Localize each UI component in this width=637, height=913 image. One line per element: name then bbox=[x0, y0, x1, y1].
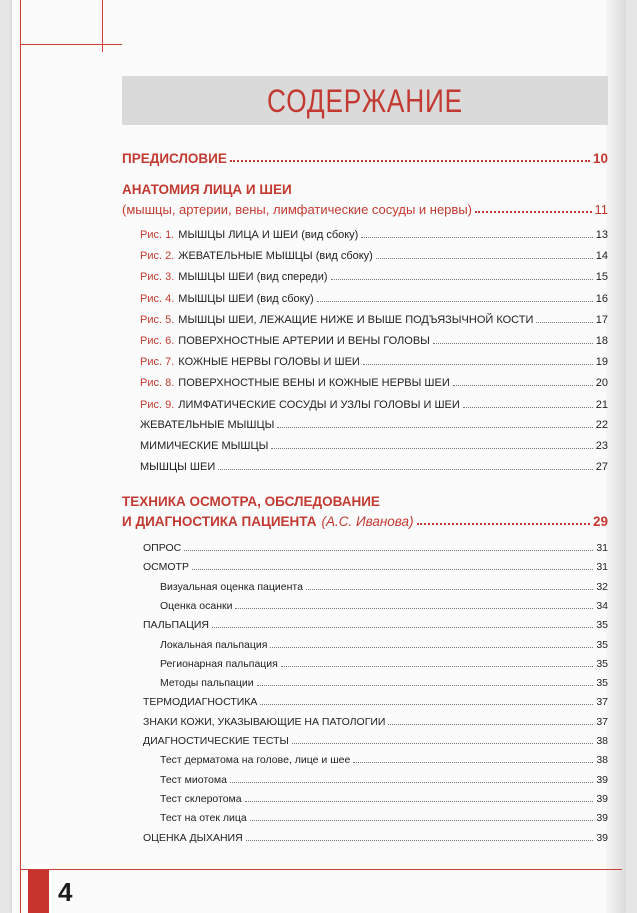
toc-label: Тест склеротома bbox=[160, 792, 242, 805]
toc-label: МЫШЦЫ ШЕИ (вид сбоку) bbox=[178, 292, 314, 305]
toc-page: 14 bbox=[595, 250, 608, 263]
toc-label: ЛИМФАТИЧЕСКИЕ СОСУДЫ И УЗЛЫ ГОЛОВЫ И ШЕИ bbox=[178, 398, 460, 411]
toc-subentry[interactable] bbox=[160, 812, 608, 824]
toc-section-technique[interactable] bbox=[122, 494, 608, 509]
toc-label: Тест дерматома на голове, лице и шее bbox=[160, 754, 351, 767]
toc-label: ЗНАКИ КОЖИ, УКАЗЫВАЮЩИЕ НА ПАТОЛОГИИ bbox=[143, 715, 386, 728]
toc-page: 17 bbox=[595, 313, 608, 326]
toc-entry[interactable] bbox=[143, 735, 608, 747]
toc-label: ПОВЕРХНОСТНЫЕ АРТЕРИИ И ВЕНЫ ГОЛОВЫ bbox=[178, 335, 430, 347]
toc-leader bbox=[192, 569, 593, 570]
page-number: 4 bbox=[58, 877, 73, 907]
toc-label: КОЖНЫЕ НЕРВЫ ГОЛОВЫ И ШЕИ bbox=[178, 356, 360, 369]
toc-label: ТЕХНИКА ОСМОТРА, ОБСЛЕДОВАНИЕ bbox=[122, 494, 380, 509]
toc-entry[interactable] bbox=[140, 461, 608, 473]
toc-page: 22 bbox=[595, 419, 608, 431]
toc-label: ПОВЕРХНОСТНЫЕ ВЕНЫ И КОЖНЫЕ НЕРВЫ ШЕИ bbox=[178, 377, 450, 390]
toc-entry[interactable] bbox=[143, 832, 608, 844]
frame-top-line bbox=[20, 44, 122, 45]
toc-page: 35 bbox=[596, 677, 608, 690]
toc-leader bbox=[363, 364, 593, 365]
toc-leader bbox=[417, 523, 590, 525]
figure-prefix: Рис. 9. bbox=[140, 398, 175, 411]
figure-prefix: Рис. 8. bbox=[140, 377, 175, 390]
toc-page: 38 bbox=[596, 754, 608, 767]
toc-leader bbox=[277, 427, 592, 428]
figure-prefix: Рис. 3. bbox=[140, 271, 175, 284]
toc-leader bbox=[218, 469, 593, 470]
toc-leader bbox=[184, 550, 593, 551]
toc-page: 37 bbox=[596, 696, 608, 709]
toc-label: МИМИЧЕСКИЕ МЫШЦЫ bbox=[140, 440, 269, 452]
toc-entry[interactable] bbox=[143, 619, 608, 631]
toc-page: 20 bbox=[595, 377, 608, 390]
toc-label: Регионарная пальпация bbox=[160, 657, 278, 670]
toc-figure-entry[interactable] bbox=[140, 271, 608, 283]
toc-leader bbox=[212, 627, 593, 628]
page-edge-shadow bbox=[606, 0, 624, 913]
frame-vertical-line bbox=[20, 0, 21, 913]
toc-leader bbox=[230, 160, 590, 162]
toc-label: АНАТОМИЯ ЛИЦА И ШЕИ bbox=[122, 182, 292, 197]
toc-page: 32 bbox=[596, 580, 608, 593]
figure-prefix: Рис. 7. bbox=[140, 356, 175, 369]
toc-leader bbox=[353, 762, 593, 763]
toc-page: 39 bbox=[596, 773, 608, 786]
toc-page: 34 bbox=[596, 599, 608, 612]
toc-page: 13 bbox=[595, 229, 608, 241]
toc-entry[interactable] bbox=[143, 696, 608, 708]
toc-figure-entry[interactable] bbox=[140, 377, 608, 389]
toc-section-technique-sub[interactable] bbox=[122, 514, 608, 529]
toc-label: МЫШЦЫ ЛИЦА И ШЕИ (вид сбоку) bbox=[178, 229, 359, 241]
toc-entry[interactable] bbox=[143, 561, 608, 573]
toc-entry[interactable] bbox=[140, 440, 608, 452]
toc-section-preface[interactable] bbox=[122, 151, 608, 166]
toc-page: 31 bbox=[596, 542, 608, 554]
toc-page: 21 bbox=[595, 398, 608, 411]
toc-leader bbox=[453, 385, 593, 386]
toc-page: 29 bbox=[592, 514, 608, 529]
toc-subentry[interactable] bbox=[160, 581, 608, 593]
toc-leader bbox=[536, 322, 592, 323]
toc-figure-entry[interactable] bbox=[140, 399, 608, 411]
toc-leader bbox=[257, 685, 594, 686]
toc-figure-entry[interactable] bbox=[140, 335, 608, 347]
toc-label: ТЕРМОДИАГНОСТИКА bbox=[143, 696, 258, 709]
toc-page: 15 bbox=[595, 271, 608, 284]
toc-leader bbox=[271, 448, 592, 449]
toc-subentry[interactable] bbox=[160, 793, 608, 805]
toc-leader bbox=[245, 801, 594, 802]
toc-leader bbox=[361, 237, 592, 238]
toc-page: 37 bbox=[596, 715, 608, 728]
toc-label: Оценка осанки bbox=[160, 599, 233, 612]
toc-section-anatomy[interactable] bbox=[122, 182, 608, 197]
toc-figure-entry[interactable] bbox=[140, 314, 608, 326]
toc-label: ОСМОТР bbox=[143, 561, 189, 574]
toc-subentry[interactable] bbox=[160, 774, 608, 786]
figure-prefix: Рис. 5. bbox=[140, 313, 175, 326]
toc-entry[interactable] bbox=[140, 419, 608, 431]
toc-leader bbox=[230, 782, 593, 783]
toc-entry[interactable] bbox=[143, 716, 608, 728]
toc-page: 27 bbox=[595, 461, 608, 473]
toc-leader bbox=[281, 666, 593, 667]
toc-leader bbox=[317, 301, 593, 302]
toc-figure-entry[interactable] bbox=[140, 293, 608, 305]
toc-label: И ДИАГНОСТИКА ПАЦИЕНТА bbox=[122, 514, 317, 529]
toc-label: Тест на отек лица bbox=[160, 812, 247, 825]
toc-section-anatomy-sub[interactable] bbox=[122, 202, 608, 217]
toc-page: 35 bbox=[596, 657, 608, 670]
toc-label: ПРЕДИСЛОВИЕ bbox=[122, 151, 227, 166]
toc-leader bbox=[306, 589, 593, 590]
toc-leader bbox=[475, 211, 592, 213]
toc-page: 39 bbox=[596, 812, 608, 825]
toc-leader bbox=[433, 343, 593, 344]
toc-label: (мышцы, артерии, вены, лимфатические сосуды и нервы) bbox=[122, 202, 472, 217]
toc-page: 10 bbox=[592, 151, 608, 166]
toc-page: 39 bbox=[596, 792, 608, 805]
toc-figure-entry[interactable] bbox=[140, 356, 608, 368]
frame-bottom-line bbox=[20, 869, 622, 870]
toc-leader bbox=[260, 704, 593, 705]
toc-leader bbox=[376, 258, 593, 259]
toc-leader bbox=[235, 608, 593, 609]
toc-label: Тест миотома bbox=[160, 773, 227, 786]
page-number-marker bbox=[28, 870, 49, 913]
toc-label: Визуальная оценка пациента bbox=[160, 580, 303, 593]
figure-prefix: Рис. 4. bbox=[140, 292, 175, 305]
toc-label: МЫШЦЫ ШЕИ (вид спереди) bbox=[178, 271, 328, 284]
figure-prefix: Рис. 1. bbox=[140, 229, 175, 241]
toc-label: ДИАГНОСТИЧЕСКИЕ ТЕСТЫ bbox=[143, 735, 289, 747]
toc-subentry[interactable] bbox=[160, 600, 608, 612]
figure-prefix: Рис. 6. bbox=[140, 335, 175, 347]
toc-page: 19 bbox=[595, 356, 608, 369]
toc-subentry[interactable] bbox=[160, 754, 608, 766]
toc-entry[interactable] bbox=[143, 542, 608, 554]
toc-page: 39 bbox=[596, 831, 608, 844]
toc-leader bbox=[463, 407, 593, 408]
toc-label: ОЦЕНКА ДЫХАНИЯ bbox=[143, 831, 243, 844]
toc-page: 31 bbox=[596, 561, 608, 574]
toc-leader bbox=[270, 647, 593, 648]
toc-author: (А.С. Иванова) bbox=[321, 514, 414, 529]
toc-label: Локальная пальпация bbox=[160, 638, 268, 651]
toc-page: 16 bbox=[595, 292, 608, 305]
toc-label: МЫШЦЫ ШЕИ bbox=[140, 461, 216, 473]
toc-page: 11 bbox=[594, 202, 608, 217]
toc-subentry[interactable] bbox=[160, 677, 608, 689]
toc-label: Методы пальпации bbox=[160, 677, 254, 690]
toc-page: 38 bbox=[596, 735, 608, 747]
toc-figure-entry[interactable] bbox=[140, 250, 608, 262]
toc-subentry[interactable] bbox=[160, 639, 608, 651]
toc-figure-entry[interactable] bbox=[140, 229, 608, 241]
toc-leader bbox=[331, 279, 593, 280]
page-title: СОДЕРЖАНИЕ bbox=[267, 83, 463, 119]
toc-leader bbox=[246, 840, 594, 841]
toc-page: 35 bbox=[596, 619, 608, 632]
toc-leader bbox=[292, 743, 593, 744]
toc-label: ПАЛЬПАЦИЯ bbox=[143, 619, 210, 632]
toc-page: 23 bbox=[595, 440, 608, 452]
figure-prefix: Рис. 2. bbox=[140, 250, 175, 263]
toc-label: ОПРОС bbox=[143, 542, 182, 554]
toc-label: ЖЕВАТЕЛЬНЫЕ МЫШЦЫ bbox=[140, 419, 275, 431]
toc-subentry[interactable] bbox=[160, 658, 608, 670]
toc-page: 35 bbox=[596, 638, 608, 651]
toc-label: МЫШЦЫ ШЕИ, ЛЕЖАЩИЕ НИЖЕ И ВЫШЕ ПОДЪЯЗЫЧНОЙ КОСТИ bbox=[178, 313, 534, 326]
toc-page: 18 bbox=[595, 335, 608, 347]
toc-leader bbox=[388, 724, 593, 725]
toc-label: ЖЕВАТЕЛЬНЫЕ МЫШЦЫ (вид сбоку) bbox=[178, 250, 373, 263]
toc-leader bbox=[250, 820, 594, 821]
